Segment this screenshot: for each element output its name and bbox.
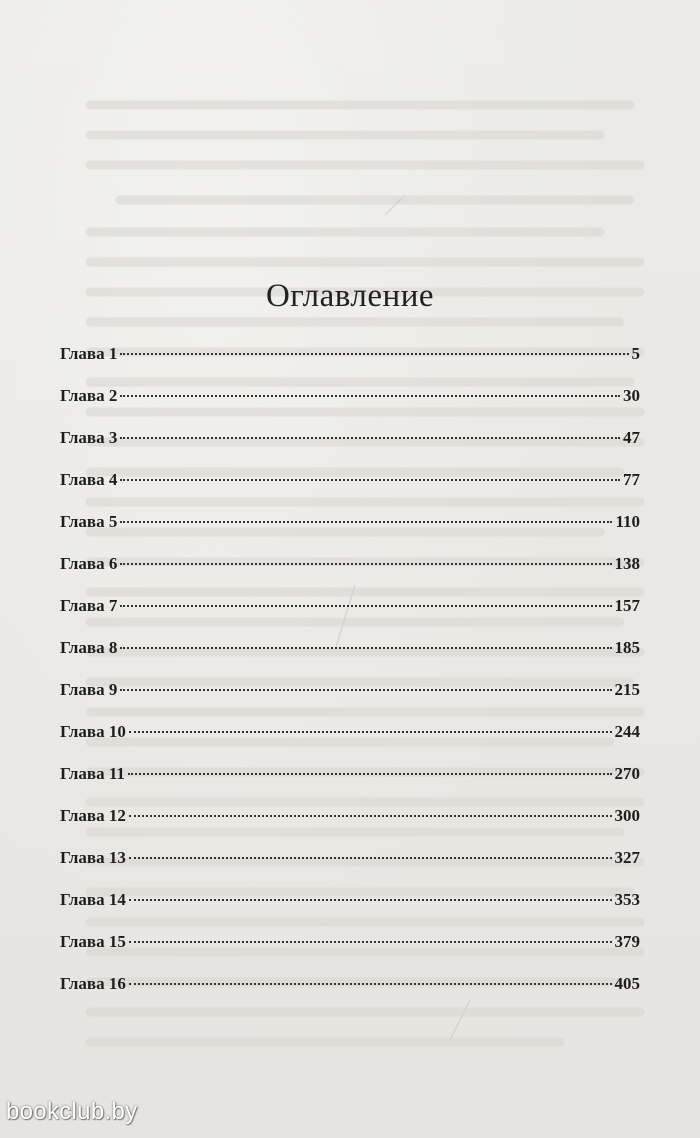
toc-entry [60,806,640,848]
chapter-label: Глава 2 [60,386,118,405]
dot-leader [120,437,620,439]
chapter-label: Глава 8 [60,638,118,657]
page-number: 405 [614,974,640,993]
toc-entry [60,764,640,806]
toc-entry [60,848,640,890]
toc-entry [60,386,640,428]
page-number: 379 [614,932,640,951]
dot-leader [120,479,620,481]
dot-leader [129,857,612,859]
dot-leader [129,815,612,817]
toc-entry [60,932,640,974]
dot-leader [120,605,611,607]
chapter-label: Глава 1 [60,344,118,363]
chapter-label: Глава 9 [60,680,118,699]
chapter-label: Глава 11 [60,764,125,783]
toc-entry [60,680,640,722]
page-number: 327 [614,848,640,867]
chapter-label: Глава 6 [60,554,118,573]
page-number: 270 [614,764,640,783]
toc-entry [60,344,640,386]
toc-entry [60,554,640,596]
chapter-label: Глава 16 [60,974,126,993]
page-number: 215 [614,680,640,699]
chapter-label: Глава 10 [60,722,126,741]
chapter-label: Глава 3 [60,428,118,447]
dot-leader [129,983,612,985]
page-number: 77 [623,470,640,489]
page-number: 110 [615,512,640,531]
toc-entry [60,722,640,764]
toc-entry [60,974,640,1016]
dot-leader [129,941,612,943]
toc-entry [60,890,640,932]
page-number: 47 [623,428,640,447]
dot-leader [120,521,612,523]
chapter-label: Глава 15 [60,932,126,951]
toc-entry [60,470,640,512]
chapter-label: Глава 7 [60,596,118,615]
dot-leader [120,647,611,649]
toc-entry [60,638,640,680]
chapter-label: Глава 13 [60,848,126,867]
page-title: Оглавление [265,278,435,314]
table-of-contents [60,344,640,1016]
page-number: 30 [623,386,640,405]
chapter-label: Глава 12 [60,806,126,825]
chapter-label: Глава 4 [60,470,118,489]
dot-leader [120,563,611,565]
page-number: 185 [614,638,640,657]
watermark: bookclub.by [6,1098,138,1125]
page-number: 5 [631,344,640,363]
page-number: 300 [614,806,640,825]
dot-leader [120,689,611,691]
toc-entry [60,428,640,470]
chapter-label: Глава 5 [60,512,118,531]
dot-leader [128,773,612,775]
page-number: 157 [614,596,640,615]
toc-entry [60,512,640,554]
chapter-label: Глава 14 [60,890,126,909]
page-number: 138 [614,554,640,573]
dot-leader [120,395,620,397]
toc-entry [60,596,640,638]
page-number: 244 [614,722,640,741]
dot-leader [129,899,612,901]
dot-leader [120,353,628,355]
dot-leader [129,731,612,733]
page-number: 353 [614,890,640,909]
